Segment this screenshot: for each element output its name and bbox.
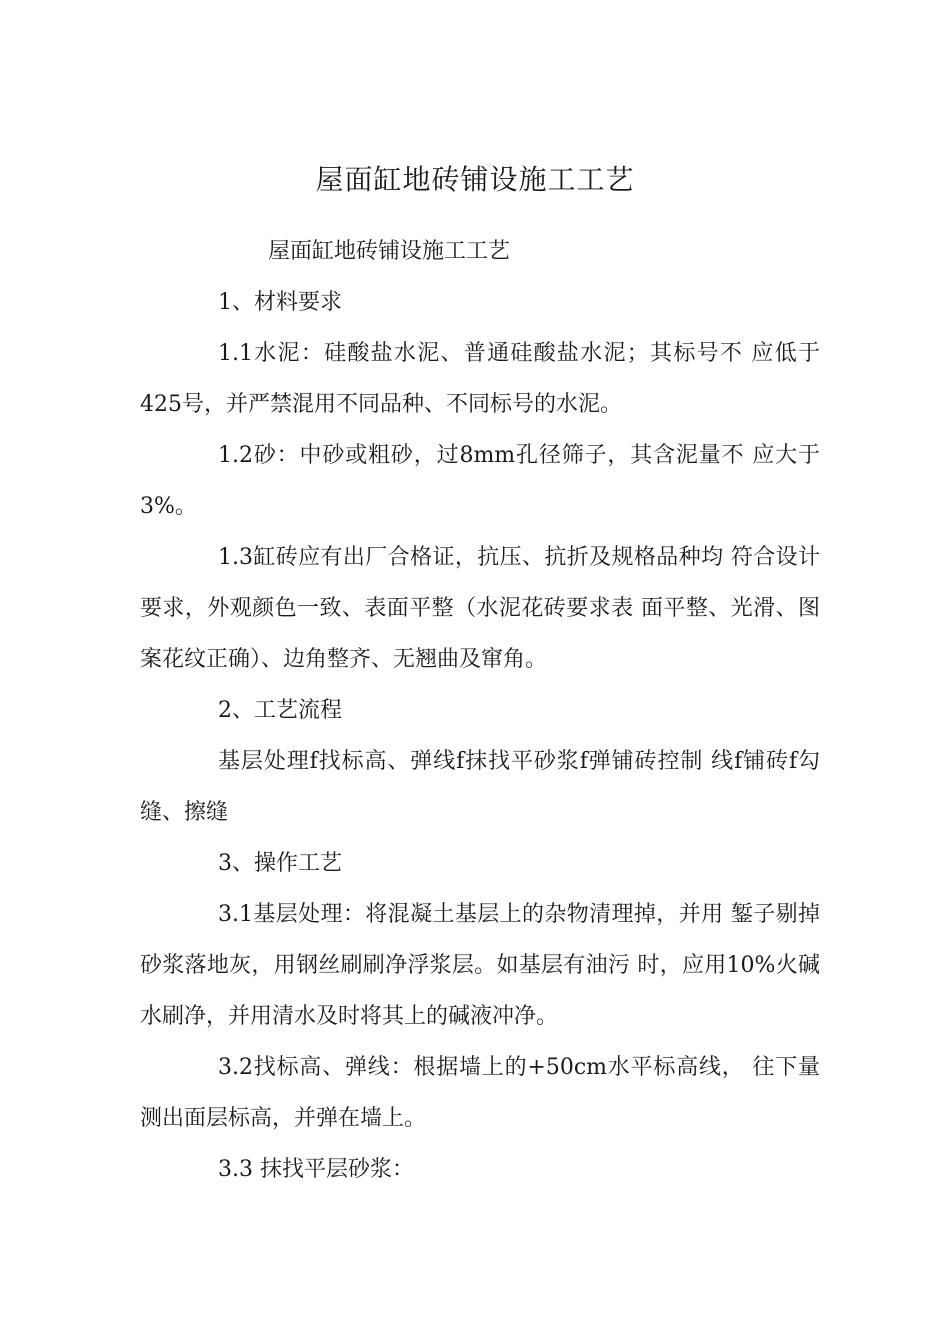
section-heading-operation: 3、操作工艺 [218,851,342,876]
paragraph-leveling-mortar: 3.3 抹找平层砂浆： [218,1157,414,1182]
paragraph-elevation-marking: 3.2找标高、弹线：根据墙上的+50cm水平标高线， 往下量测出面层标高，并弹在墙上。 [140,1055,820,1131]
document-subtitle: 屋面缸地砖铺设施工工艺 [268,239,511,264]
paragraph-base-treatment: 3.1基层处理：将混凝土基层上的杂物清理掉，并用 錾子剔掉砂浆落地灰，用钢丝刷刷净浮浆层。如基层有油污 时，应用10%火碱水刷净，并用清水及时将其上的碱液冲净。 [140,902,820,1029]
document-title: 屋面缸地砖铺设施工工艺 [315,163,635,196]
section-heading-materials: 1、材料要求 [218,290,342,315]
paragraph-sand: 1.2砂：中砂或粗砂，过8mm孔径筛子，其含泥量不 应大于3%。 [140,443,820,519]
document-body [140,226,820,1195]
paragraph-tiles: 1.3缸砖应有出厂合格证，抗压、抗折及规格品种均 符合设计要求，外观颜色一致、表面平整（水泥花砖要求表 面平整、光滑、图案花纹正确）、边角整齐、无翘曲及窜角。 [140,545,820,672]
paragraph-cement: 1.1水泥：硅酸盐水泥、普通硅酸盐水泥；其标号不 应低于425号，并严禁混用不同品种、不同标号的水泥。 [140,341,820,417]
section-heading-process-flow: 2、工艺流程 [218,698,342,723]
paragraph-process-flow: 基层处理f找标高、弹线f抹找平砂浆f弹铺砖控制 线f铺砖f勾缝、擦缝 [140,749,820,825]
